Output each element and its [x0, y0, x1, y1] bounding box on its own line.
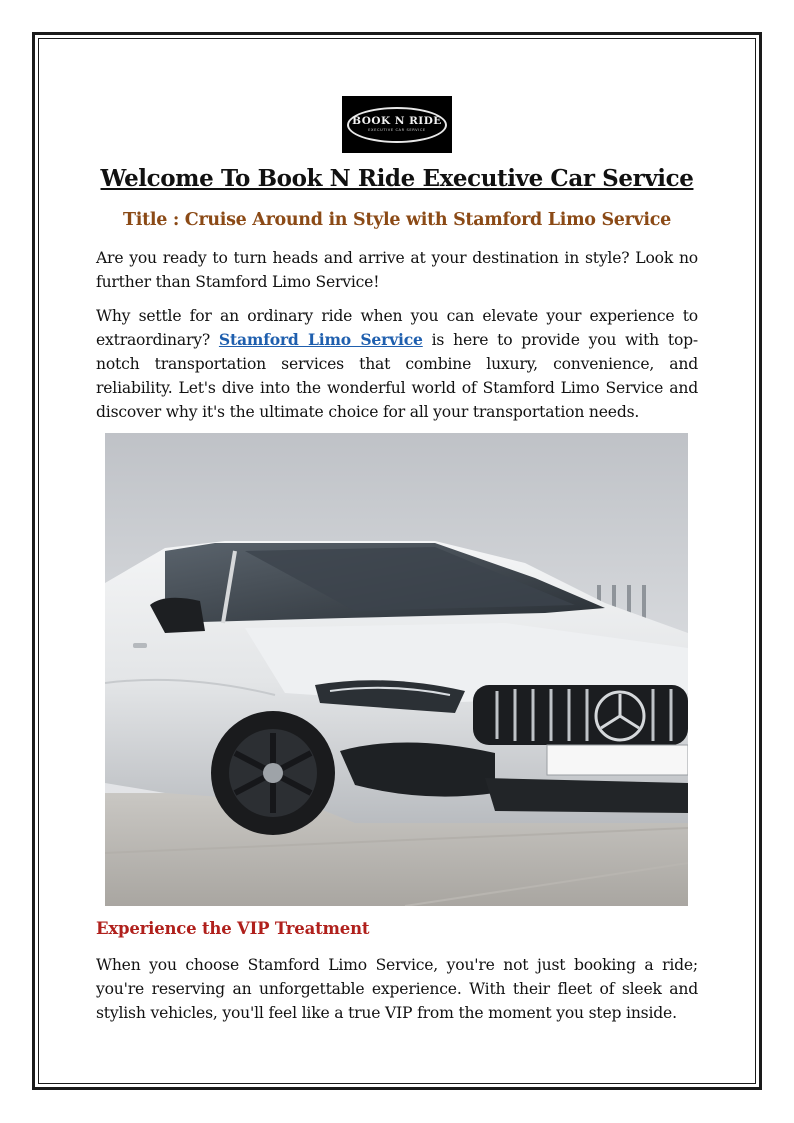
section-heading-vip: Experience the VIP Treatment	[96, 919, 370, 938]
logo-tagline: EXECUTIVE CAR SERVICE	[368, 127, 426, 132]
book-n-ride-logo	[342, 96, 452, 153]
intro-paragraph: Are you ready to turn heads and arrive at your destination in style? Look no further than Stamford Limo Service!	[96, 249, 698, 291]
vip-paragraph: When you choose Stamford Limo Service, you're not just booking a ride; you're reserving an unforgettable experience. With their fleet of sleek and stylish vehicles, you'll feel like a true VIP from the moment you step inside.	[96, 956, 698, 1022]
service-paragraph	[96, 304, 698, 424]
page-heading: Welcome To Book N Ride Executive Car Service	[100, 165, 694, 192]
paragraph-text-after-link: is here to provide you with top-notch transportation services that combine luxury, convenience, and reliability. Let's dive into the wonderful world of Stamford Limo Service and discover why it's the ultimate choice for all your transportation needs.	[96, 331, 698, 421]
article-subtitle: Title : Cruise Around in Style with Stamford Limo Service	[123, 210, 671, 230]
car-photo	[105, 433, 688, 906]
stamford-limo-service-link[interactable]: Stamford Limo Service	[218, 330, 423, 349]
logo-emblem	[347, 107, 447, 143]
paragraph-text-before-link: Why settle for an ordinary ride when you can elevate your experience to extraordinary?	[96, 307, 698, 349]
logo-name: BOOK N RIDE	[352, 115, 442, 128]
